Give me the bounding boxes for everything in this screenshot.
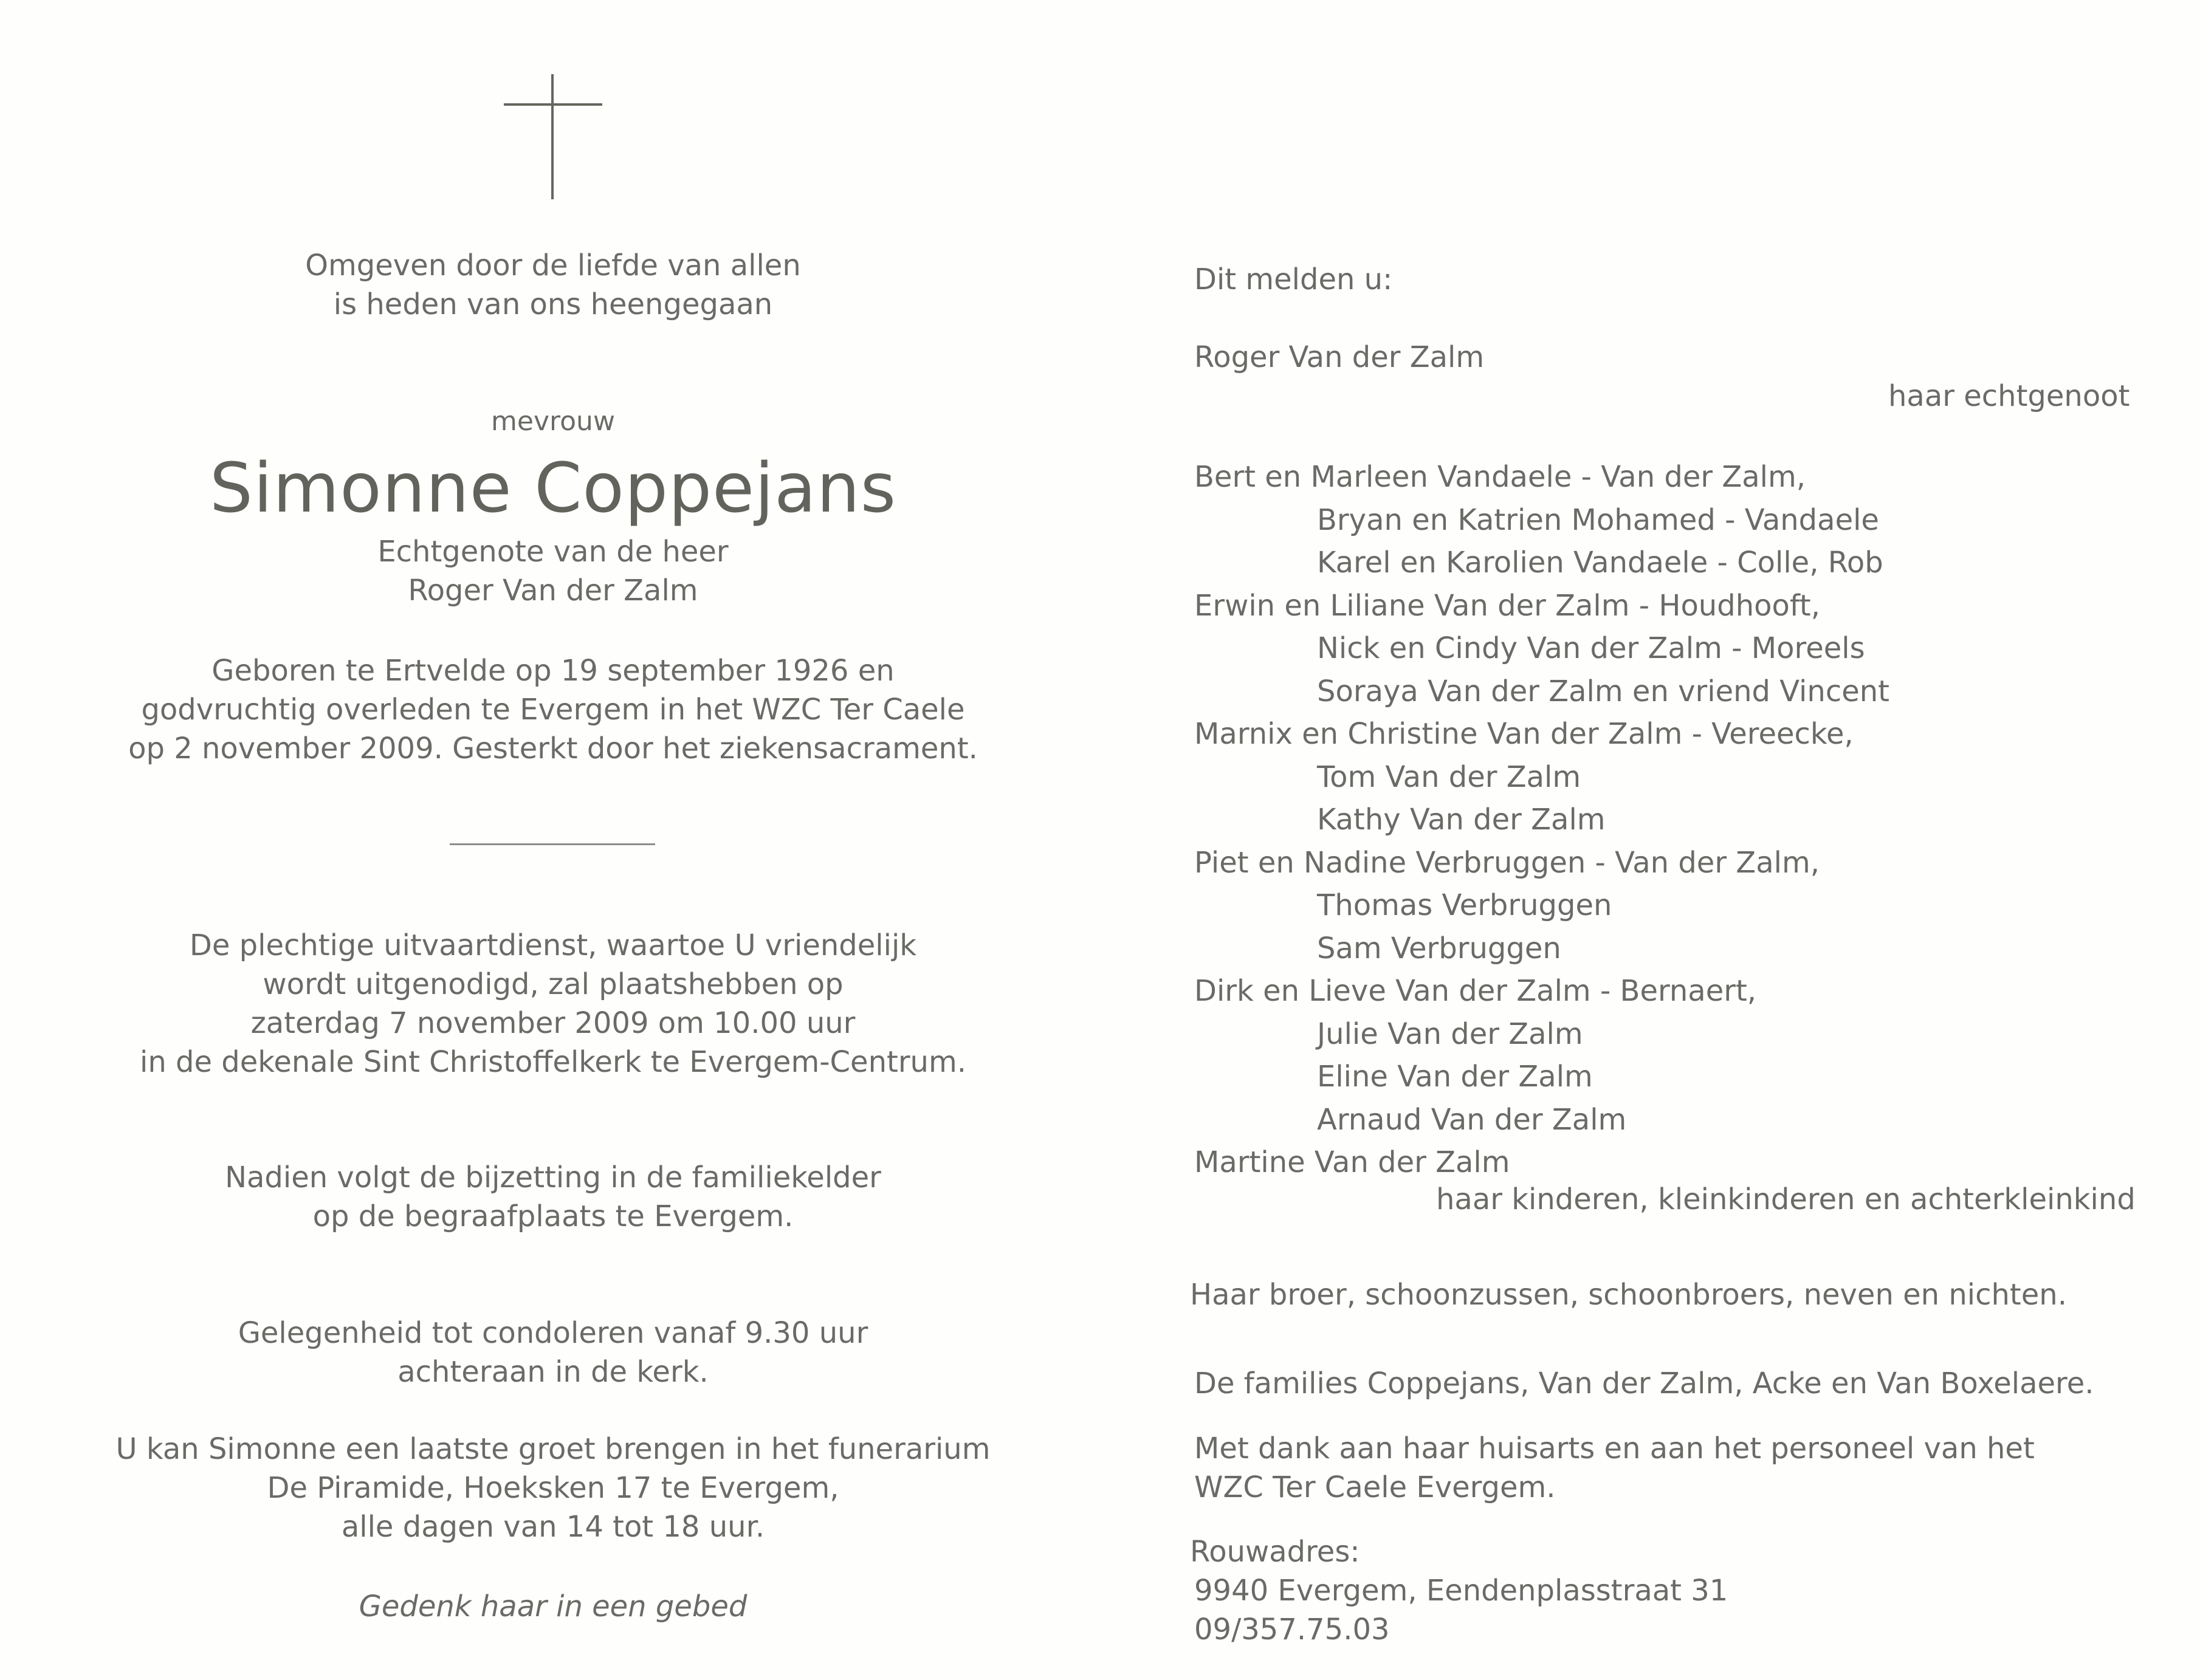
family-line: Dirk en Lieve Van der Zalm - Bernaert, xyxy=(1194,974,1757,1008)
thanks-line-1: Met dank aan haar huisarts en aan het personeel van het xyxy=(1194,1431,2035,1466)
family-line: Karel en Karolien Vandaele - Colle, Rob xyxy=(1317,546,1883,580)
condolence-line-2: achteraan in de kerk. xyxy=(397,1355,709,1389)
visit-text xyxy=(91,1430,1015,1546)
families-text: De families Coppejans, Van der Zalm, Acke en Van Boxelaere. xyxy=(1194,1366,2094,1401)
family-role: haar kinderen, kleinkinderen en achterkleinkind xyxy=(1436,1182,2136,1216)
funeral-text xyxy=(91,926,1015,1082)
birth-death-text xyxy=(91,651,1015,768)
burial-text xyxy=(91,1158,1015,1236)
family-line: Piet en Nadine Verbruggen - Van der Zalm, xyxy=(1194,845,1820,880)
family-line: Julie Van der Zalm xyxy=(1317,1017,1583,1051)
funeral-line-4: in de dekenale Sint Christoffelkerk te Evergem-Centrum. xyxy=(139,1045,966,1079)
announce-text: Dit melden u: xyxy=(1194,262,1393,297)
honorific: mevrouw xyxy=(491,406,615,437)
birth-death-line-2: godvruchtig overleden te Evergem in het WZC Ter Caele xyxy=(141,693,965,727)
family-line: Eline Van der Zalm xyxy=(1317,1060,1593,1094)
condolence-text xyxy=(91,1314,1015,1391)
address-text: 9940 Evergem, Eendenplasstraat 31 xyxy=(1194,1574,1728,1608)
address-label: Rouwadres: xyxy=(1190,1535,1360,1569)
family-line: Bryan en Katrien Mohamed - Vandaele xyxy=(1317,502,1879,537)
family-list xyxy=(1194,456,1889,1184)
intro-line-1: Omgeven door de liefde van allen xyxy=(305,249,801,283)
husband-role: haar echtgenoot xyxy=(1888,379,2130,413)
family-line: Kathy Van der Zalm xyxy=(1317,803,1606,837)
visit-line-3: alle dagen van 14 tot 18 uur. xyxy=(341,1510,765,1544)
family-line: Martine Van der Zalm xyxy=(1194,1145,1510,1179)
siblings-text: Haar broer, schoonzussen, schoonbroers, neven en nichten. xyxy=(1190,1278,2067,1312)
family-line: Erwin en Liliane Van der Zalm - Houdhooft, xyxy=(1194,588,1820,623)
family-line: Soraya Van der Zalm en vriend Vincent xyxy=(1317,674,1889,708)
thanks-line-2: WZC Ter Caele Evergem. xyxy=(1194,1470,1556,1504)
funeral-line-3: zaterdag 7 november 2009 om 10.00 uur xyxy=(250,1006,856,1040)
spouse-line-2: Roger Van der Zalm xyxy=(408,574,698,608)
family-line: Bert en Marleen Vandaele - Van der Zalm, xyxy=(1194,460,1806,494)
visit-line-1: U kan Simonne een laatste groet brengen in het funerarium xyxy=(115,1432,991,1466)
family-line: Sam Verbruggen xyxy=(1317,931,1561,965)
funeral-line-2: wordt uitgenodigd, zal plaatshebben op xyxy=(263,967,844,1001)
burial-line-2: op de begraafplaats te Evergem. xyxy=(312,1199,794,1233)
family-line: Marnix en Christine Van der Zalm - Vereecke, xyxy=(1194,717,1854,751)
spouse-text xyxy=(91,532,1015,610)
deceased-name: Simonne Coppejans xyxy=(209,449,897,528)
family-line: Tom Van der Zalm xyxy=(1317,759,1581,794)
burial-line-1: Nadien volgt de bijzetting in de familiekelder xyxy=(225,1161,881,1195)
cross-icon xyxy=(551,74,554,199)
funeral-line-1: De plechtige uitvaartdienst, waartoe U vriendelijk xyxy=(189,928,917,962)
condolence-line-1: Gelegenheid tot condoleren vanaf 9.30 uur xyxy=(238,1316,868,1350)
birth-death-line-1: Geboren te Ertvelde op 19 september 1926 en xyxy=(211,654,895,688)
spouse-line-1: Echtgenote van de heer xyxy=(377,535,729,569)
phone-text: 09/357.75.03 xyxy=(1194,1613,1390,1647)
family-line: Arnaud Van der Zalm xyxy=(1317,1102,1627,1137)
family-line: Nick en Cindy Van der Zalm - Moreels xyxy=(1317,631,1865,665)
family-line: Thomas Verbruggen xyxy=(1317,888,1612,922)
cross-icon-bar xyxy=(504,103,602,106)
divider xyxy=(450,843,655,845)
intro-text xyxy=(91,246,1015,324)
husband-name: Roger Van der Zalm xyxy=(1194,340,1485,374)
intro-line-2: is heden van ons heengegaan xyxy=(333,287,773,321)
visit-line-2: De Piramide, Hoeksken 17 te Evergem, xyxy=(267,1471,839,1505)
birth-death-line-3: op 2 november 2009. Gesterkt door het ziekensacrament. xyxy=(128,732,978,766)
prayer-text: Gedenk haar in een gebed xyxy=(359,1589,748,1623)
